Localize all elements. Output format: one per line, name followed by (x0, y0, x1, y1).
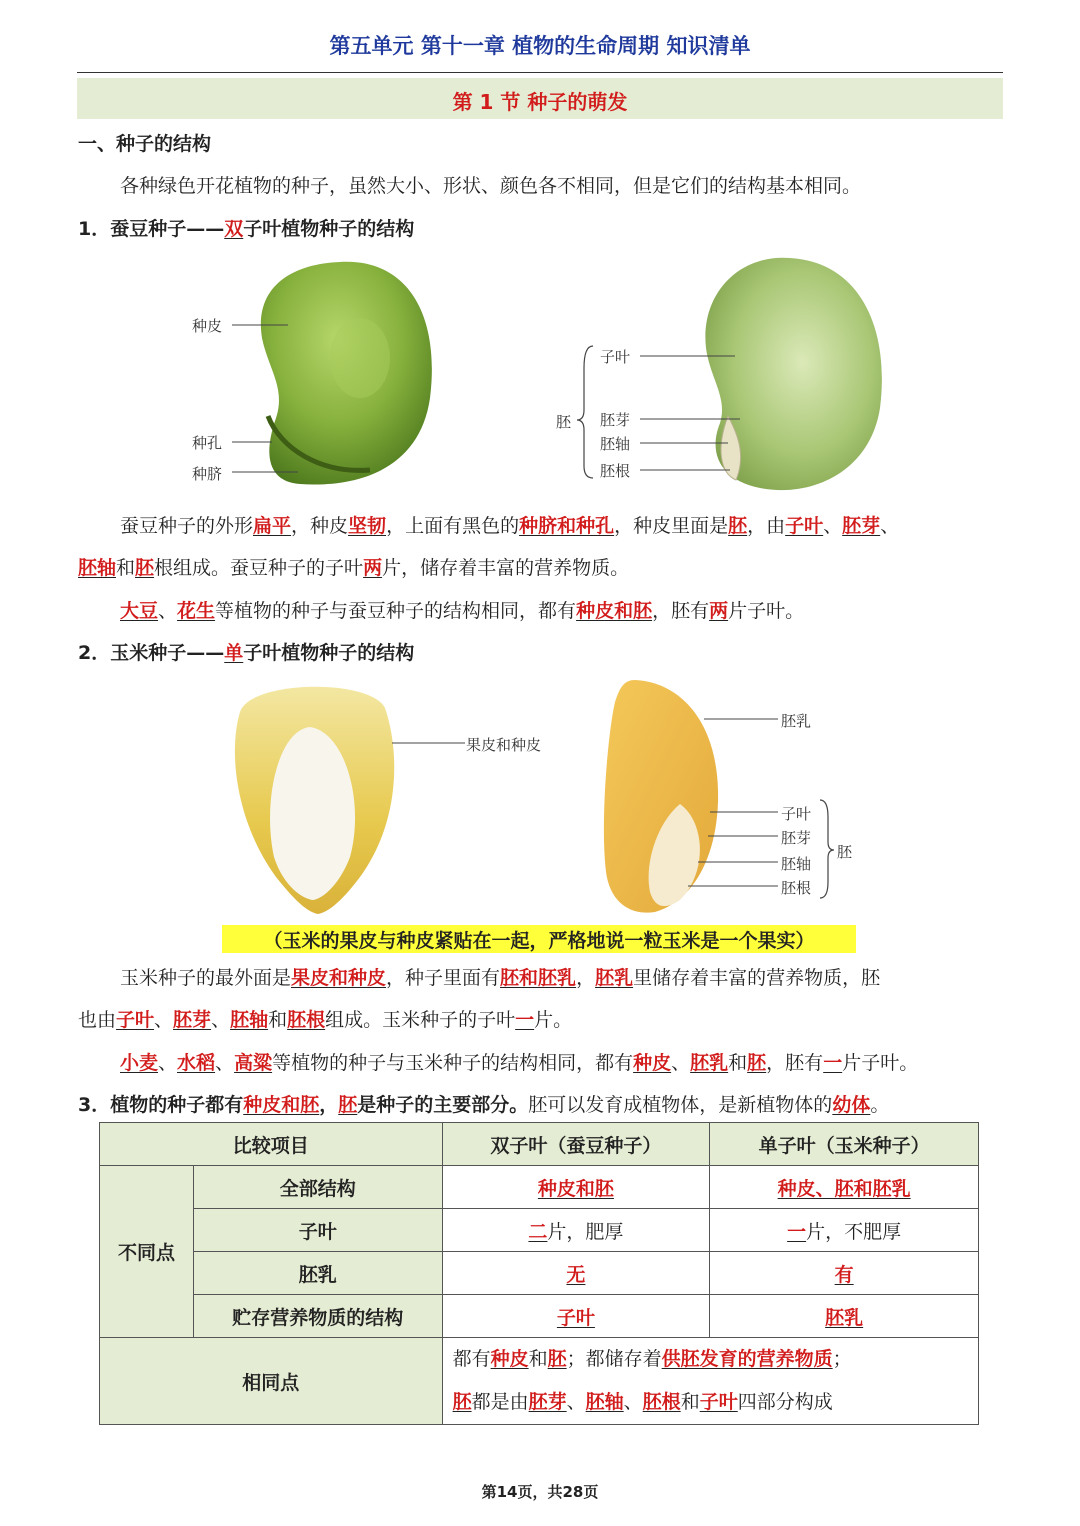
corn-paragraph-2: 也由子叶、胚芽、胚轴和胚根组成。玉米种子的子叶一片。 (78, 1009, 573, 1031)
corn-heading: 2．玉米种子——单子叶植物种子的结构 (78, 642, 415, 664)
label-seed-coat: 种皮 (192, 317, 223, 335)
title-rule (77, 72, 1003, 73)
whole-corn-kernel (235, 687, 394, 914)
whole-bean (261, 262, 432, 485)
table-row (100, 1252, 979, 1295)
label-bean-radicle: 胚根 (600, 462, 631, 480)
corn-paragraph-1: 玉米种子的最外面是果皮和种皮，种子里面有胚和胚乳，胚乳里储存着丰富的营养物质，胚 (120, 967, 881, 989)
bean-paragraph-3: 大豆、花生等植物的种子与蚕豆种子的结构相同，都有种皮和胚，胚有两片子叶。 (120, 600, 805, 622)
row-item: 全部结构 (193, 1166, 442, 1209)
same-content (442, 1338, 978, 1425)
row-monocot: 种皮、胚和胚乳 (710, 1166, 979, 1209)
label-bean-hypocotyl: 胚轴 (600, 435, 631, 453)
table-row (100, 1295, 979, 1338)
table-row (100, 1338, 979, 1425)
row-dicot: 无 (442, 1252, 710, 1295)
section-title: 第 1 节 种子的萌发 (452, 90, 628, 114)
bean-heading: 1．蚕豆种子——双子叶植物种子的结构 (78, 218, 415, 240)
split-bean (705, 258, 881, 490)
table-header-row (100, 1123, 979, 1166)
part1-heading: 一、种子的结构 (78, 133, 212, 155)
label-bean-embryo: 胚 (556, 413, 572, 431)
row-dicot: 子叶 (442, 1295, 710, 1338)
same-cell: 相同点 (100, 1338, 443, 1425)
label-pericarp: 果皮和种皮 (466, 736, 542, 754)
row-dicot: 二片，肥厚 (442, 1209, 710, 1252)
row-item: 子叶 (193, 1209, 442, 1252)
bean-seed-illustration (180, 248, 900, 513)
header-item: 比较项目 (100, 1123, 443, 1166)
same-line-2: 胚都是由胚芽、胚轴、胚根和子叶四部分构成 (452, 1391, 833, 1413)
table-row (100, 1209, 979, 1252)
label-hilum: 种脐 (192, 465, 223, 483)
row-item: 胚乳 (193, 1252, 442, 1295)
document-title: 第五单元 第十一章 植物的生命周期 知识清单 (329, 34, 751, 58)
label-bean-plumule: 胚芽 (600, 411, 631, 429)
row-monocot: 一片，不肥厚 (710, 1209, 979, 1252)
corn-note: （玉米的果皮与种皮紧贴在一起，严格地说一粒玉米是一个果实） (263, 930, 815, 952)
bean-paragraph-2: 胚轴和胚根组成。蚕豆种子的子叶两片，储存着丰富的营养物质。 (78, 557, 630, 579)
label-micropyle: 种孔 (192, 434, 223, 452)
page-number: 第14页，共28页 (481, 1483, 599, 1501)
diff-cell: 不同点 (100, 1166, 194, 1338)
header-monocot: 单子叶（玉米种子） (710, 1123, 979, 1166)
split-corn-kernel (604, 680, 718, 913)
row-dicot: 种皮和胚 (442, 1166, 710, 1209)
part1-intro: 各种绿色开花植物的种子，虽然大小、形状、颜色各不相同，但是它们的结构基本相同。 (120, 175, 862, 197)
label-corn-embryo: 胚 (837, 843, 853, 861)
row-item: 贮存营养物质的结构 (193, 1295, 442, 1338)
corn-paragraph-3: 小麦、水稻、高粱等植物的种子与玉米种子的结构相同，都有种皮、胚乳和胚，胚有一片子叶。 (120, 1052, 919, 1074)
label-corn-plumule: 胚芽 (781, 829, 812, 847)
table-row (100, 1166, 979, 1209)
comparison-table (99, 1122, 979, 1425)
point3-line: 3．植物的种子都有种皮和胚，胚是种子的主要部分。胚可以发育成植物体，是新植物体的幼体。 (78, 1094, 890, 1116)
header-dicot: 双子叶（蚕豆种子） (442, 1123, 710, 1166)
label-bean-cotyledon: 子叶 (600, 348, 631, 366)
label-endosperm: 胚乳 (781, 712, 812, 730)
label-corn-hypocotyl: 胚轴 (781, 855, 812, 873)
row-monocot: 有 (710, 1252, 979, 1295)
row-monocot: 胚乳 (710, 1295, 979, 1338)
bean-paragraph-1: 蚕豆种子的外形扁平，种皮坚韧，上面有黑色的种脐和种孔，种皮里面是胚，由子叶、胚芽、 (120, 515, 900, 537)
label-corn-radicle: 胚根 (781, 879, 812, 897)
label-corn-cotyledon: 子叶 (781, 805, 812, 823)
corn-kernel-illustration (210, 672, 870, 922)
same-line-1: 都有种皮和胚；都储存着供胚发育的营养物质； (452, 1348, 852, 1370)
